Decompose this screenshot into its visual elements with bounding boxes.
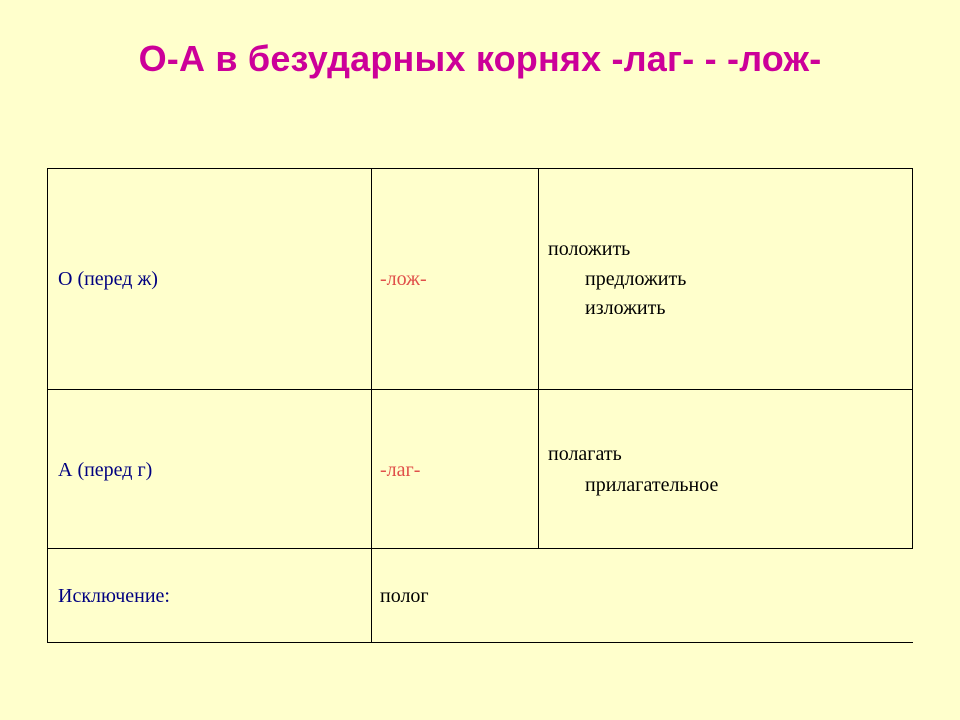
row-1-condition: О (перед ж) <box>58 268 158 290</box>
table-divider-col-1 <box>371 168 372 643</box>
table-divider-row-1 <box>47 389 913 390</box>
row-2-example-1: полагать <box>548 443 622 465</box>
slide-title: О-А в безударных корнях -лаг- - -лож- <box>138 38 822 79</box>
table-divider-row-2 <box>47 548 913 549</box>
row-2-condition: А (перед г) <box>58 459 153 481</box>
table-border-bottom <box>47 642 913 643</box>
table-border-top <box>47 168 913 169</box>
table-border-left <box>47 168 48 643</box>
row-1-root: -лож- <box>380 268 427 290</box>
table-divider-col-2 <box>538 168 539 549</box>
row-1-example-2: предложить <box>585 268 687 290</box>
row-2-root: -лаг- <box>380 459 421 481</box>
row-3-condition: Исключение: <box>58 585 170 607</box>
row-3-exception: полог <box>380 585 429 607</box>
row-1-example-1: положить <box>548 238 631 260</box>
table-border-right <box>912 168 913 549</box>
rule-table <box>47 168 913 643</box>
row-1-example-3: изложить <box>585 297 666 319</box>
row-2-example-2: прилагательное <box>585 474 719 496</box>
